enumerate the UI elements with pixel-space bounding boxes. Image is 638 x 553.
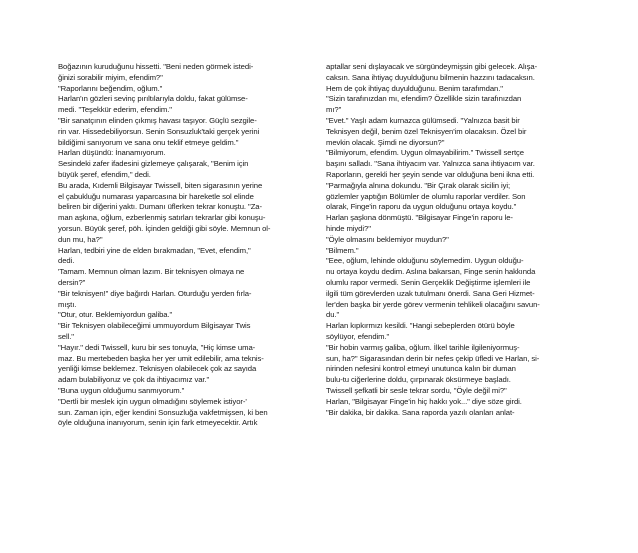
text-line: rin var. Hissedebiliyorsun. Senin Sonsuzluk'taki gerçek yerini [58,126,260,136]
text-line: "Eee, oğlum, lehinde olduğunu söylemedim. Uygun olduğu- [326,256,524,266]
text-line: "Bir Teknisyen olabileceğimi ummuyordum Bilgisayar Twis [58,321,251,331]
text-line: "Evet." Yaşlı adam kurnazca gülümsedi. "Yalnızca basit bir [326,115,520,125]
text-line: "Bir teknisyen!" diye bağırdı Harlan. Oturduğu yerden fırla- [58,288,252,298]
text-line: Boğazının kuruduğunu hissetti. "Beni neden görmek istedi- [58,62,254,71]
text-line: mevkin olacak. Şimdi ne diyorsun?" [326,137,445,147]
text-line: bulu-tu ciğerlerine doldu, çırpınarak öksürmeye başladı. [326,375,511,385]
text-line: beliren bir diğerini yaktı. Dumanı üflerken tekrar konuştu. "Za- [58,202,262,212]
text-line: Harlan, tedbiri yine de elden bırakmadan, "Evet, efendim," [58,245,251,255]
text-line: man aşkına, oğlum, ezberlenmiş satırları tekrarlar gibi konuşu- [58,213,266,223]
text-line: "Buna uygun olduğumu sanmıyorum." [58,385,185,395]
text-line: sell." [58,331,74,341]
text-line: ler'den başka bir yerde görev vermenin tehlikeli olacağını savun- [326,299,540,309]
text-line: du." [326,310,340,320]
text-line: "Hayır." dedi Twissell, kuru bir ses tonuyla, "Hiç kimse uma- [58,342,256,352]
text-line: Harlan, "Bilgisayar Finge'in hiç hakkı yok..." diye söze girdi. [326,396,522,406]
text-line: Teknisyen değil, benim özel Teknisyen'im olacaksın. Özel bir [326,126,527,136]
text-line: dedi. [58,256,75,266]
text-line: dun mu, ha?" [58,234,103,244]
text-line: aptallar seni dışlayacak ve sürgündeymişsin gibi gelecek. Alışa- [326,62,538,71]
text-line: ilgili tüm görevlerden uzak tutulmanı önerdi. Sana Geri Hizmet- [326,288,535,298]
text-line: gözlemler yaptığın Bölümler de olumlu raporlar verdiler. Son [326,191,526,201]
text-line: el çabukluğu numarası yaparcasına bir hareketle sol elinde [58,191,254,201]
text-line: maz. Bu mertebeden başka her yer umit edilebilir, ama teknis- [58,353,264,363]
text-line: Twissell şefkatli bir sesle tekrar sordu, "Öyle değil mi?" [326,385,507,395]
text-line: "Otur, otur. Beklemiyordun galiba." [58,310,173,320]
text-line: "Öyle olmasını beklemiyor muydun?" [326,234,449,244]
text-line: büyük şeref, efendim," dedi. [58,169,151,179]
text-line: adam bulabiliyoruz ve çok da ihtiyacımız var." [58,375,210,385]
text-line: "Bilmiyorum, efendim. Uygun olmayabilirim." Twissell sertçe [326,148,524,158]
text-line: sun, ha?" Sigarasından derin bir nefes çekip üfledi ve Harlan, si- [326,353,540,363]
text-line: öyle olduğuna inanıyorum, senin için fark etmeyecektir. Artık [58,418,258,428]
text-line: mıştı. [58,299,77,309]
text-line: başını salladı. "Sana ihtiyacım var. Yalnızca sana ihtiyacım var. [326,159,535,169]
text-line: nu ortaya koydu dedim. Aslına bakarsan, Finge senin hakkında [326,267,536,277]
text-line: Harlan'ın gözleri sevinç pırıltılarıyla doldu, fakat gülümse- [58,94,248,104]
text-line: hinde miydi?" [326,223,371,233]
text-line: olarak, Finge'in raporu da uygun olduğunu ortaya koydu." [326,202,517,212]
text-line: bildiğimi sanıyorum ve sana onu teklif etmeye geldim." [58,137,239,147]
text-line: Sesindeki zafer ifadesini gizlemeye çalışarak, "Benim için [58,159,249,169]
text-line: "Bir sanatçının elinden çıkmış havası taşıyor. Güçlü sezgile- [58,115,257,125]
text-line: yenliği kimse beklemez. Teknisyen olabilecek çok az sayıda [58,364,257,374]
left-text-column [58,62,308,429]
text-line: dersin?" [58,277,86,287]
text-line: Harlan düşündü: İnanamıyorum. [58,148,166,158]
text-line: olumlu rapor vermedi. Senin Gerçeklik Değiştirme işlemleri ile [326,277,531,287]
text-line: caksın. Sana ihtiyaç duyulduğunu bilmenin hazzını tadacaksın. [326,72,535,82]
text-line: Harlan şaşkına dönmüştü. "Bilgisayar Finge'in raporu le- [326,213,513,223]
text-line: 'Tamam. Memnun olman lazım. Bir teknisyen olmaya ne [58,267,245,277]
text-line: "Bilmem." [326,245,359,255]
text-line: yorsun. Büyük şeref, pöh. İçinden geldiği gibi söyle. Memnun ol- [58,223,271,233]
text-line: "Raporlarını beğendim, oğlum." [58,83,163,93]
text-line: Bu arada, Kıdemli Bilgisayar Twissell, biten sigarasının yerine [58,180,263,190]
text-line: Harlan kıpkırmızı kesildi. "Hangi sebeplerden ötürü böyle [326,321,515,331]
text-line: ğinizi sorabilir miyim, efendim?" [58,72,163,82]
text-line: Raporların, gerekli her şeyin sende var olduğuna beni ikna etti. [326,169,535,179]
text-line: medi. "Teşekkür ederim, efendim." [58,105,172,115]
text-line: "Dertli bir meslek için uygun olmadığını söylemek istiyor-' [58,396,247,406]
text-line: "Bir hobin varmış galiba, oğlum. İlkel tarihle ilgileniyormuş- [326,342,520,352]
text-line: nirinden nefesini kontrol etmeyi unutunca kalın bir duman [326,364,516,374]
right-text-column [326,62,576,418]
text-line: söylüyor, efendim." [326,331,390,341]
text-line: Hem de çok ihtiyaç duyulduğunu. Benim tarafımdan." [326,83,503,93]
text-line: sun. Zaman için, eğer kendini Sonsuzluğa vakfetmişsen, ki ben [58,407,268,417]
text-line: mı?" [326,105,342,115]
text-line: "Bir dakika, bir dakika. Sana raporda yazılı olanları anlat- [326,407,515,417]
text-line: "Sizin tarafınızdan mı, efendim? Özellikle sizin tarafınızdan [326,94,522,104]
text-line: "Parmağıyla alnına dokundu. "Bir Çırak olarak sicilin iyi; [326,180,511,190]
